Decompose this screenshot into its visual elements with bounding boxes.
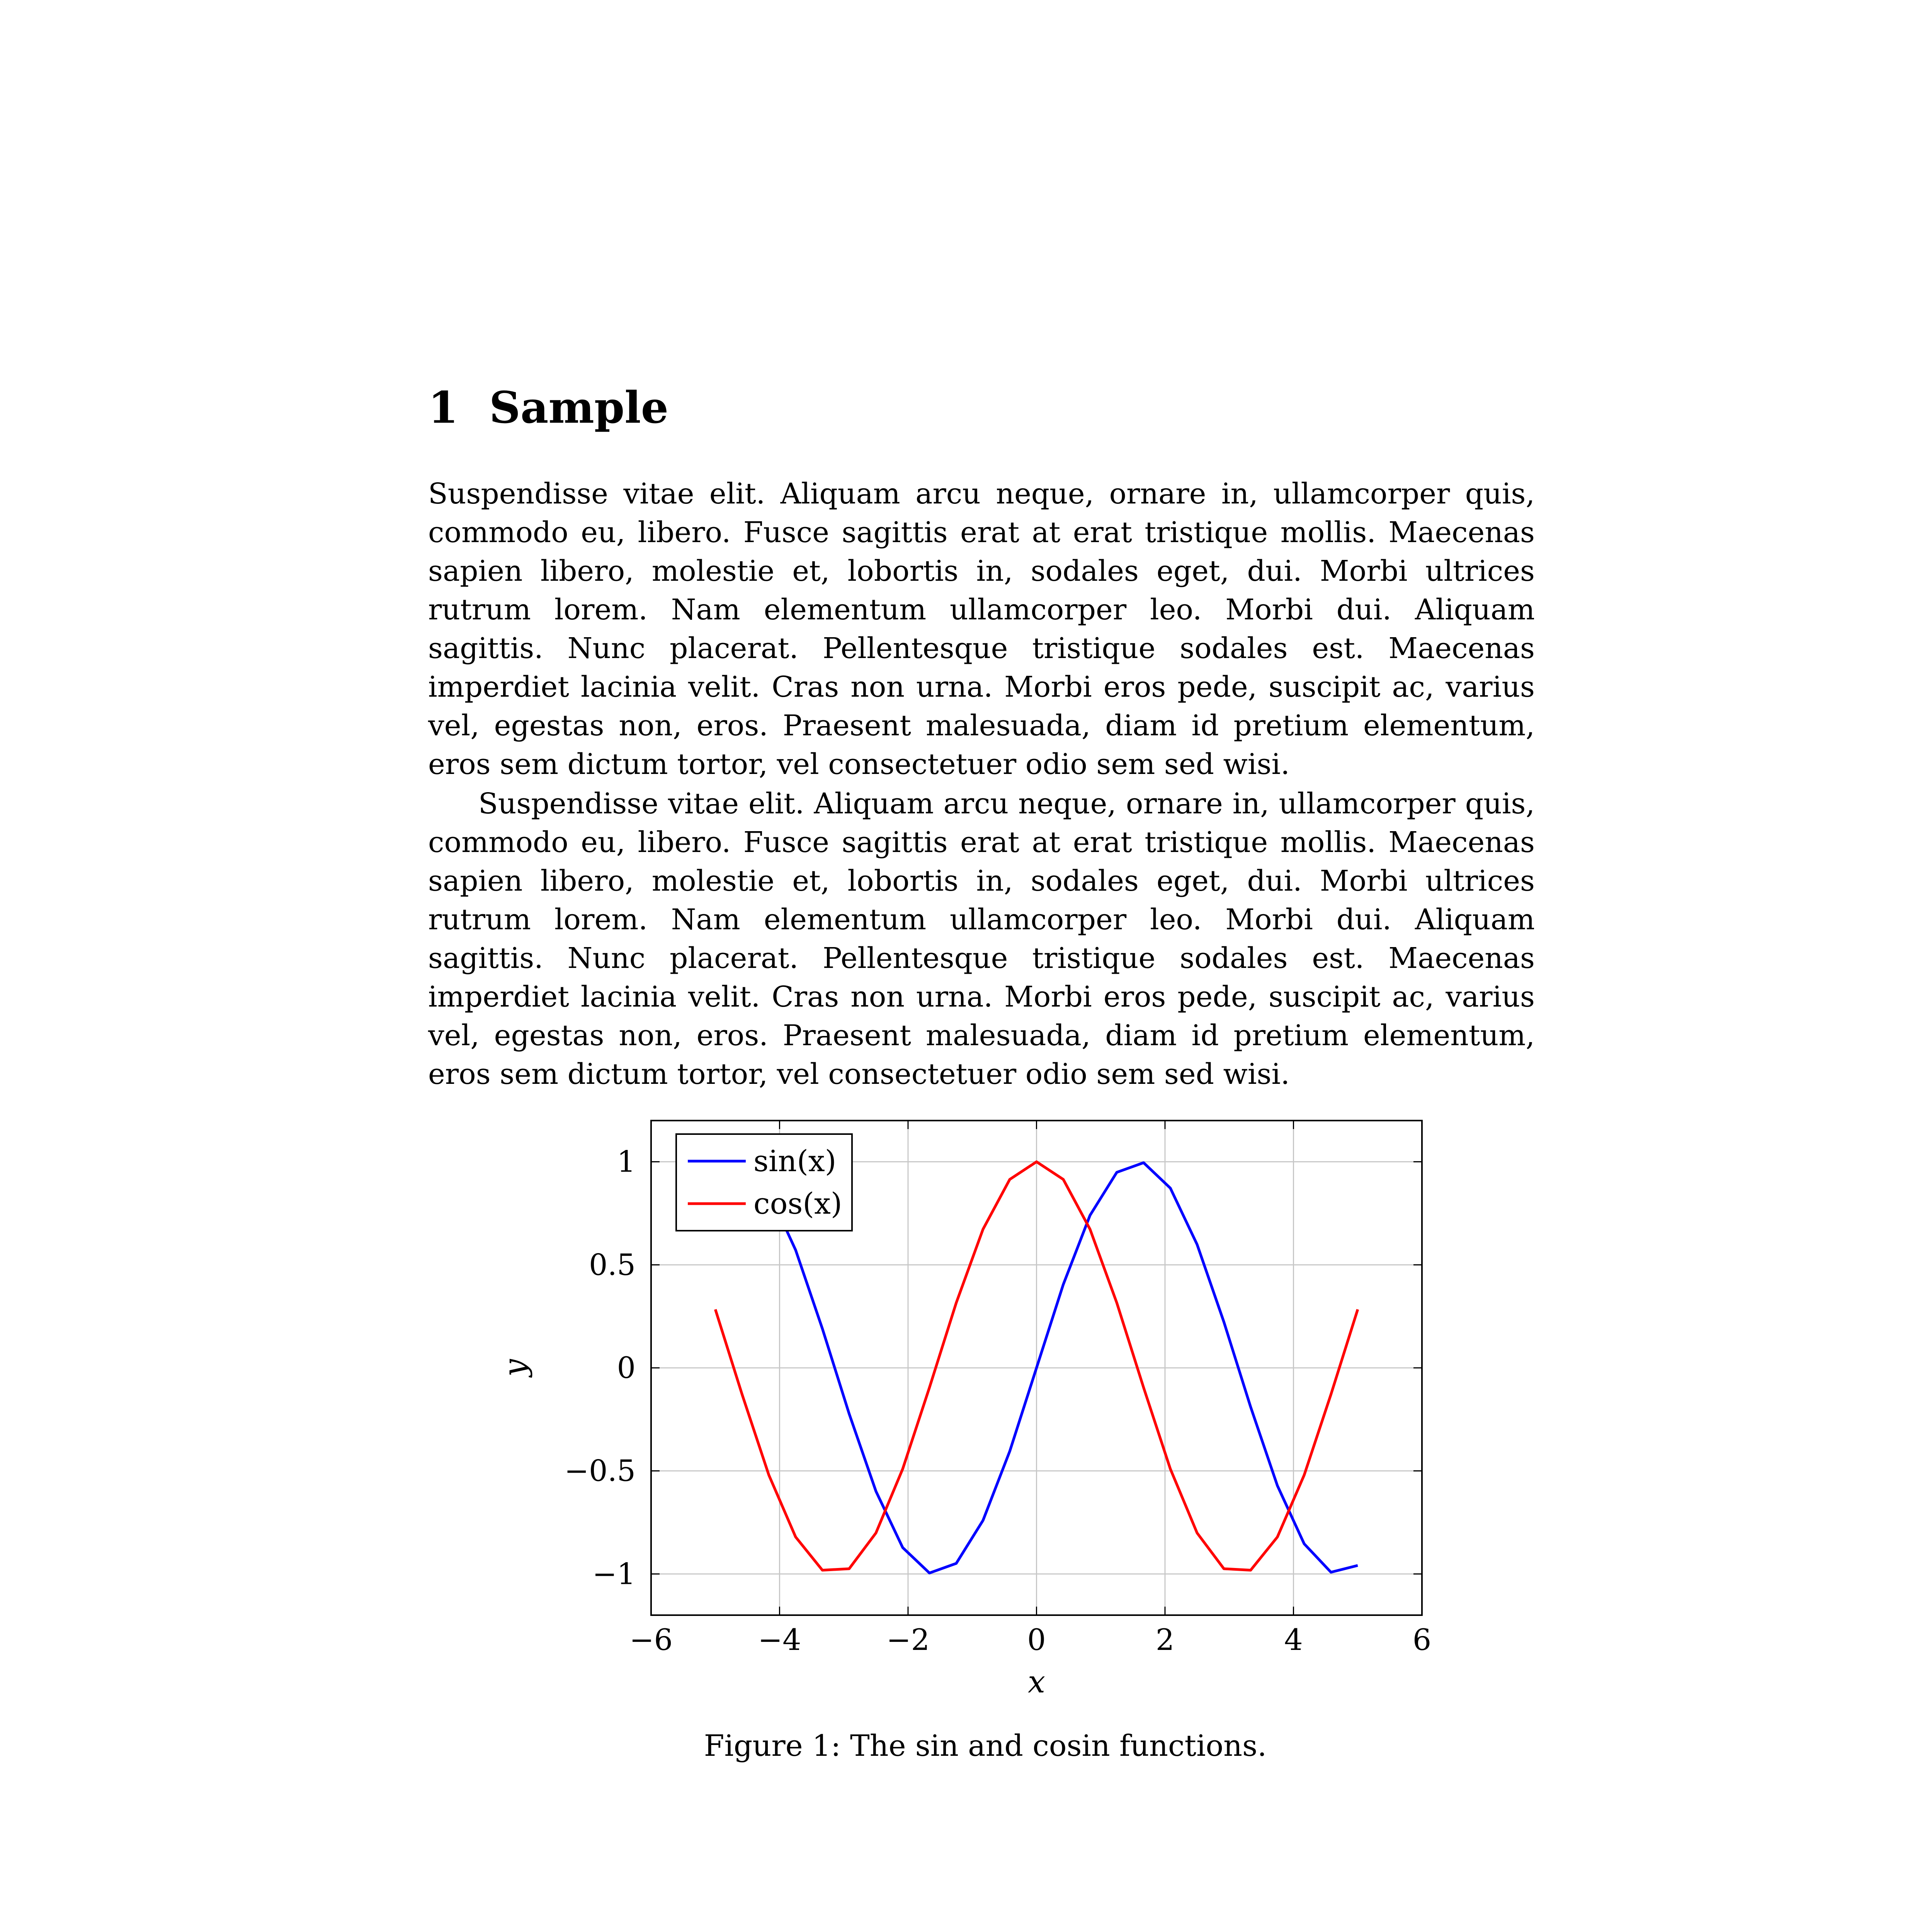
legend-label-cos: cos(x) — [753, 1186, 842, 1221]
x-tick-label: −2 — [886, 1622, 930, 1657]
x-tick-label: −4 — [758, 1622, 801, 1657]
line-chart — [497, 1113, 1445, 1716]
section-number: 1 — [428, 383, 458, 433]
paragraph-2: Suspendisse vitae elit. Aliquam arcu neque, ornare in, ullamcorper quis, commodo eu, libero. Fusce sagittis erat at erat tristique mollis. Maecenas sapien libero, molestie et, lobortis in, sodales eget, dui. Morbi ultrices rutrum lorem. Nam elementum ullamcorper leo. Morbi dui. Aliquam sagittis. Nunc placerat. Pellentesque tristique sodales est. Maecenas imperdiet lacinia velit. Cras non urna. Morbi eros pede, suscipit ac, varius vel, egestas non, eros. Praesent malesuada, diam id pretium elementum, eros sem dictum tortor, vel consectetuer odio sem sed wisi. — [428, 787, 1535, 1091]
y-axis-label: y — [497, 1359, 533, 1377]
paragraph-1: Suspendisse vitae elit. Aliquam arcu neque, ornare in, ullamcorper quis, commodo eu, libero. Fusce sagittis erat at erat tristique mollis. Maecenas sapien libero, molestie et, lobortis in, sodales eget, dui. Morbi ultrices rutrum lorem. Nam elementum ullamcorper leo. Morbi dui. Aliquam sagittis. Nunc placerat. Pellentesque tristique sodales est. Maecenas imperdiet lacinia velit. Cras non urna. Morbi eros pede, suscipit ac, varius vel, egestas non, eros. Praesent malesuada, diam id pretium elementum, eros sem dictum tortor, vel consectetuer odio sem sed wisi. — [428, 477, 1535, 781]
x-tick-label: 0 — [1027, 1622, 1046, 1657]
x-tick-label: 2 — [1155, 1622, 1175, 1657]
x-tick-label: −6 — [629, 1622, 673, 1657]
figure-caption: Figure 1: The sin and cosin functions. — [704, 1728, 1267, 1763]
x-tick-label: 4 — [1284, 1622, 1303, 1657]
y-tick-label: 1 — [617, 1144, 636, 1179]
y-tick-label: −1 — [592, 1556, 636, 1591]
y-tick-label: 0 — [617, 1350, 636, 1385]
legend — [676, 1134, 852, 1231]
y-tick-label: 0.5 — [589, 1247, 636, 1282]
y-tick-label: −0.5 — [564, 1453, 636, 1488]
section-heading — [428, 383, 669, 433]
x-tick-label: 6 — [1412, 1622, 1432, 1657]
legend-label-sin: sin(x) — [753, 1144, 837, 1178]
section-title: Sample — [489, 383, 669, 433]
figure-1 — [497, 1113, 1445, 1716]
x-axis-label: x — [1027, 1664, 1046, 1700]
